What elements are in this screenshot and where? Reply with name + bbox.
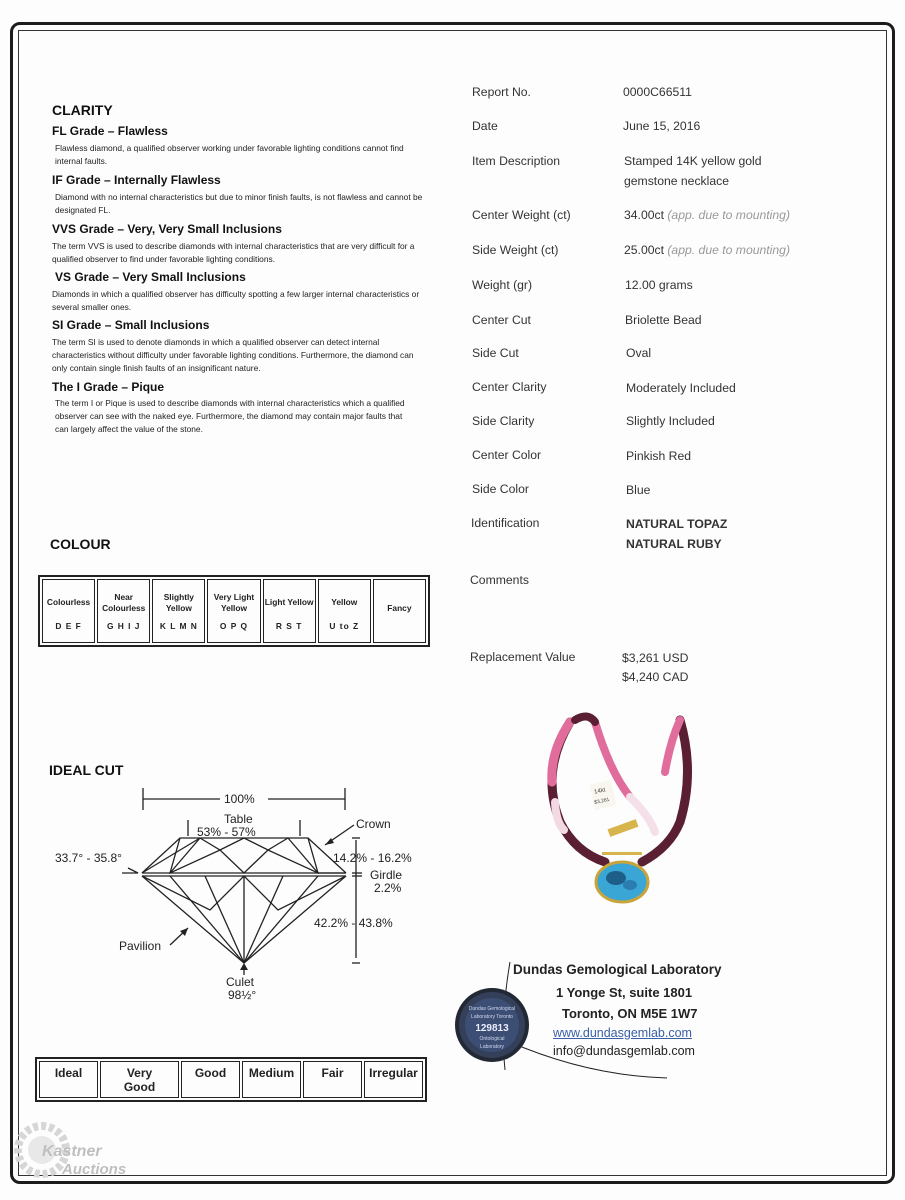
grade-title-si: SI Grade – Small Inclusions <box>52 318 210 332</box>
colour-grades: R S T <box>275 621 303 631</box>
grade-title-i: The I Grade – Pique <box>52 380 165 394</box>
colour-label: Colourless <box>46 597 91 607</box>
item-description-label: Item Description <box>472 154 561 168</box>
side-cut-label: Side Cut <box>472 346 519 360</box>
cut-grade-cell: Medium <box>242 1061 301 1098</box>
cut-grade-cell: Irregular <box>364 1061 423 1098</box>
identification-value-topaz: NATURAL TOPAZ <box>626 517 728 531</box>
colour-grades: K L M N <box>159 621 198 631</box>
crown-height: 14.2% - 16.2% <box>333 851 412 865</box>
lab-website-link[interactable]: www.dundasgemlab.com <box>553 1026 692 1040</box>
colour-scale-table <box>38 575 430 647</box>
grade-title-vvs: VVS Grade – Very, Very Small Inclusions <box>52 222 282 236</box>
grade-title-fl: FL Grade – Flawless <box>52 124 168 138</box>
pavilion-depth: 42.2% - 43.8% <box>314 916 393 930</box>
colour-cell <box>373 579 426 643</box>
center-cut-label: Center Cut <box>472 313 531 327</box>
replacement-value-cad: $4,240 CAD <box>622 670 689 684</box>
grade-title-if: IF Grade – Internally Flawless <box>52 173 221 187</box>
colour-grades: D E F <box>55 621 82 631</box>
colour-label: Near Colourless <box>102 591 146 613</box>
culet-label: Culet <box>226 975 255 989</box>
side-clarity-label: Side Clarity <box>472 414 535 428</box>
report-no-label: Report No. <box>472 85 531 99</box>
colour-grades: O P Q <box>219 621 249 631</box>
seal-line-3: Ontological <box>479 1036 505 1042</box>
side-clarity-value: Slightly Included <box>626 414 715 428</box>
colour-label: Slightly Yellow <box>163 591 194 613</box>
side-color-label: Side Color <box>472 482 529 496</box>
item-description-value-2: gemstone necklace <box>624 174 730 188</box>
lab-address-1: 1 Yonge St, suite 1801 <box>556 985 693 1000</box>
center-weight-label: Center Weight (ct) <box>472 208 571 222</box>
center-color-label: Center Color <box>472 448 542 462</box>
girdle-label: Girdle <box>370 868 403 882</box>
colour-label: Light Yellow <box>264 597 314 607</box>
report-no-value: 0000C66511 <box>623 85 692 99</box>
weight-value: 12.00 grams <box>625 278 693 292</box>
clarity-title: CLARITY <box>52 102 113 118</box>
center-clarity-label: Center Clarity <box>472 380 547 394</box>
grade-title-vs: VS Grade – Very Small Inclusions <box>55 270 246 284</box>
necklace-tag-text-2: $3,261 <box>593 796 611 806</box>
watermark-line-1: Kastner <box>42 1143 102 1160</box>
crown-angle: 33.7° - 35.8° <box>55 851 122 865</box>
identification-label: Identification <box>471 516 540 530</box>
seal-line-1: Dundas Gemological <box>468 1006 516 1012</box>
pavilion-label: Pavilion <box>119 939 162 953</box>
seal-number: 129813 <box>475 1023 509 1034</box>
cut-grade-cell: Ideal <box>39 1061 98 1098</box>
watermark-line-2: Auctions <box>62 1161 127 1178</box>
necklace-tag-text: 14kt <box>593 787 607 796</box>
table-label: Table <box>224 812 253 826</box>
grade-desc-fl: Flawless diamond, a qualified observer working under favorable lighting conditions cannot find internal faults. <box>55 143 404 166</box>
center-weight-amount: 34.00ct <box>624 208 664 222</box>
colour-cell <box>207 579 260 643</box>
girdle-value: 2.2% <box>374 881 402 895</box>
side-weight-amount: 25.00ct <box>624 243 664 257</box>
colour-cell <box>318 579 371 643</box>
cut-grade-cell: Fair <box>303 1061 362 1098</box>
grade-desc-if: Diamond with no internal characteristics but due to minor finish faults, is not flawless and cannot be designated FL. <box>55 192 423 215</box>
total-width-label: 100% <box>224 792 255 806</box>
ideal-cut-title: IDEAL CUT <box>49 762 124 778</box>
center-cut-value: Briolette Bead <box>625 313 702 327</box>
date-label: Date <box>472 119 498 133</box>
seal-line-4: Laboratory <box>480 1044 504 1050</box>
side-weight-value <box>624 240 790 260</box>
date-value: June 15, 2016 <box>623 119 701 133</box>
side-weight-note: (app. due to mounting) <box>667 243 791 257</box>
colour-cell <box>97 579 150 643</box>
center-weight-note: (app. due to mounting) <box>667 208 791 222</box>
grade-desc-si: The term SI is used to denote diamonds in which a qualified observer can detect internal characteristics without difficulty under favorable lighting conditions. Furthermore, the diamond can only contain single finish faults of an insignificant nature. <box>52 337 414 373</box>
replacement-value-usd: $3,261 USD <box>622 651 689 665</box>
lab-email[interactable]: info@dundasgemlab.com <box>553 1044 695 1058</box>
center-weight-value <box>624 205 790 225</box>
colour-cell <box>42 579 95 643</box>
weight-label: Weight (gr) <box>472 278 533 292</box>
cut-grade-cell: Good <box>181 1061 240 1098</box>
lab-name: Dundas Gemological Laboratory <box>513 962 722 977</box>
cut-grade-table <box>35 1057 427 1102</box>
colour-label: Yellow <box>331 597 358 607</box>
grade-desc-vs: Diamonds in which a qualified observer has difficulty spotting a few larger internal characteristics or several smaller ones. <box>52 289 420 312</box>
cut-grade-cell: Very Good <box>100 1061 179 1098</box>
center-color-value: Pinkish Red <box>626 449 692 463</box>
colour-cell <box>263 579 316 643</box>
comments-label: Comments <box>470 573 529 587</box>
identification-value-ruby: NATURAL RUBY <box>626 537 722 551</box>
colour-grades: G H I J <box>106 621 141 631</box>
colour-cell <box>152 579 205 643</box>
colour-label: Fancy <box>387 602 412 613</box>
seal-line-2: Laboratory Toronto <box>471 1014 513 1020</box>
center-clarity-value: Moderately Included <box>626 381 736 395</box>
crown-label: Crown <box>356 817 391 831</box>
colour-label: Very Light Yellow <box>213 591 255 613</box>
replacement-value-label: Replacement Value <box>470 650 576 664</box>
side-weight-label: Side Weight (ct) <box>472 243 559 257</box>
table-range: 53% - 57% <box>197 825 256 839</box>
grade-desc-i: The term I or Pique is used to describe diamonds with internal characteristics which a qualified observer can see with the naked eye. Furthermore, the diamond may contain major faults that can largely affect the value of the stone. <box>55 398 405 434</box>
culet-value: 98½° <box>228 988 257 1002</box>
lab-seal <box>445 960 675 1085</box>
necklace-photo <box>530 712 700 912</box>
grade-desc-vvs: The term VVS is used to describe diamonds with internal characteristics that are very difficult for a qualified observer to find under favorable lighting conditions. <box>52 241 415 264</box>
lab-address-2: Toronto, ON M5E 1W7 <box>562 1006 698 1021</box>
side-cut-value: Oval <box>626 346 652 360</box>
colour-title: COLOUR <box>50 536 111 552</box>
side-color-value: Blue <box>626 483 651 497</box>
item-description-value: Stamped 14K yellow gold <box>624 154 762 168</box>
colour-grades: U to Z <box>329 621 360 631</box>
